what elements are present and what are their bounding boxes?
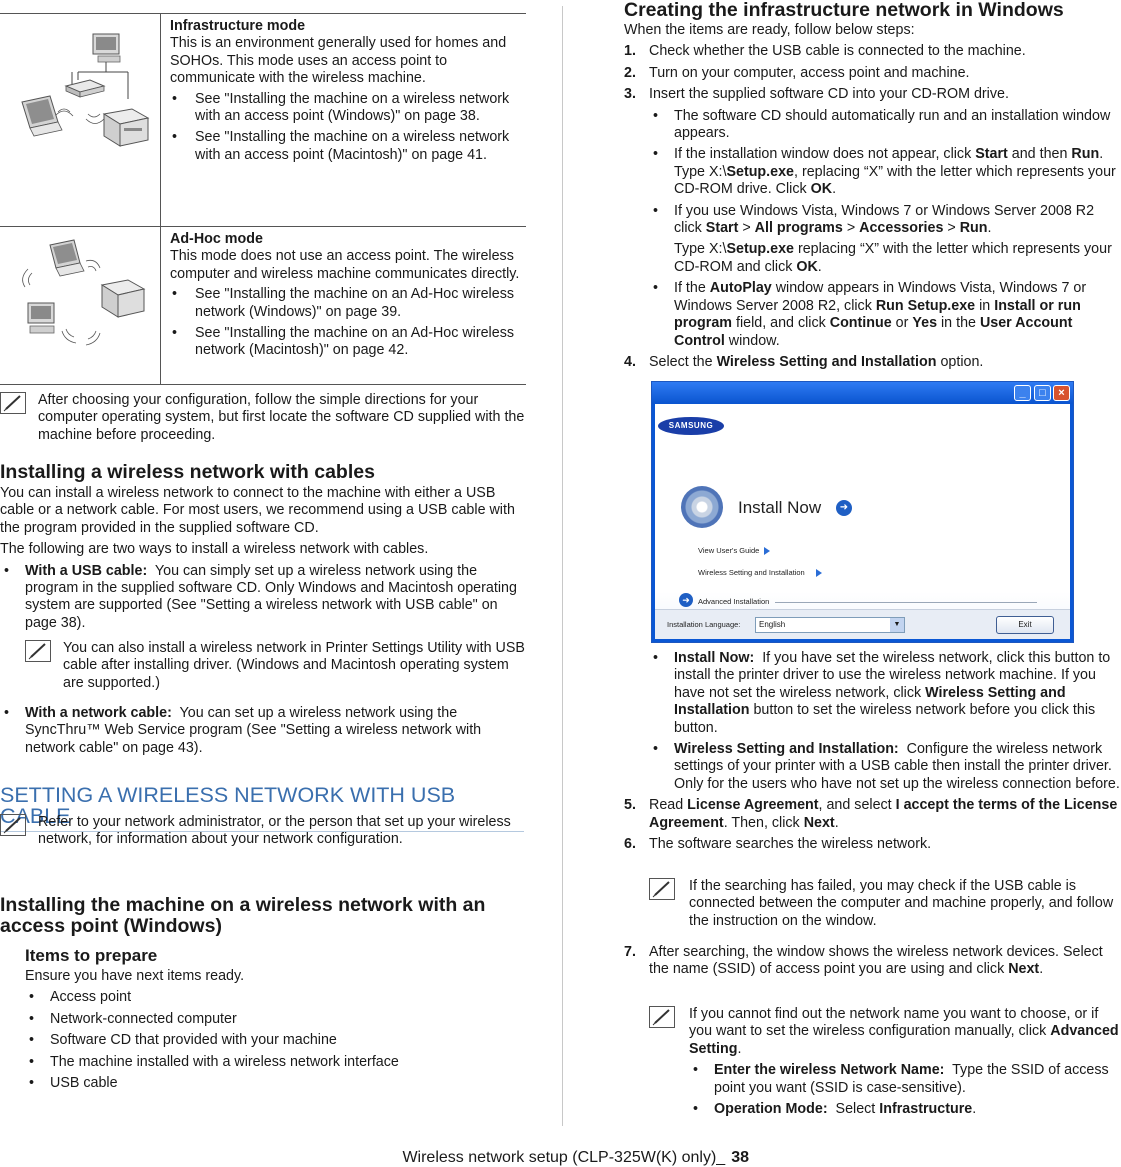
note-advanced xyxy=(649,1006,1121,1118)
items-block xyxy=(0,946,526,1092)
cd-disc-icon xyxy=(681,486,723,528)
install-now-arrow-icon[interactable]: ➜ xyxy=(836,500,852,516)
adhoc-row xyxy=(0,227,526,385)
install-ap-heading-line2: access point (Windows) xyxy=(0,915,222,937)
network-cable-label: With a network cable: xyxy=(25,705,172,721)
step-2: 2. Turn on your computer, access point and machine. xyxy=(624,64,970,81)
network-cable-item xyxy=(0,705,526,757)
infrastructure-link-macintosh: • See "Installing the machine on a wireless network with an access point (Macintosh)" on page 41. xyxy=(170,129,526,164)
install-ap-section xyxy=(0,895,526,1092)
adhoc-title: Ad-Hoc mode xyxy=(170,231,263,247)
note-pencil-icon xyxy=(649,1006,675,1028)
step-5: 5. Read License Agreement, and select I accept the terms of the License Agreement. Then, click Next. xyxy=(624,797,1118,831)
infrastructure-row xyxy=(0,14,526,227)
infrastructure-text xyxy=(170,14,526,164)
adhoc-desc: This mode does not use an access point. The wireless computer and wireless machine communicates directly. xyxy=(170,248,520,282)
cables-p2: The following are two ways to install a wireless network with cables. xyxy=(0,541,429,558)
step-4-option: Wireless Setting and Installation xyxy=(716,353,937,370)
step-6: 6. The software searches the wireless network. xyxy=(624,836,932,853)
note-pencil-icon xyxy=(649,878,675,900)
adhoc-illustration xyxy=(0,227,161,384)
network-cable-section xyxy=(0,705,526,757)
cables-section xyxy=(0,462,526,632)
note-pencil-icon xyxy=(0,392,26,414)
chevron-down-icon: ▼ xyxy=(890,618,904,632)
view-guide-arrow-icon xyxy=(764,547,770,555)
right-column-top xyxy=(624,0,1121,371)
usb-cable-text: You can simply set up a wireless network using the program in the supplied software CD. Only Windows and Macintosh operating system are supported (See "Setting a wireless network with USB cable" on page 38). xyxy=(25,562,517,631)
installation-language-select[interactable]: English ▼ xyxy=(755,617,905,633)
step-3-text: Insert the supplied software CD into your CD-ROM drive. xyxy=(649,86,1009,103)
install-options xyxy=(624,650,1121,793)
note-pencil-icon xyxy=(0,814,26,836)
wireless-setting-item: • Wireless Setting and Installation: Configure the wireless network settings of your printer with a USB cable then install the printer driver. Only for the users who have not set up the wireless connection before. xyxy=(649,741,1121,793)
infrastructure-title: Infrastructure mode xyxy=(170,18,306,34)
step-4: 4. Select the Wireless Setting and Installation option. xyxy=(624,353,984,370)
note-advanced-text: If you cannot find out the network name you want to choose, or if you want to set the wireless configuration manually, click Advanced Setting. • Enter the wireless Network Name: Type the SSID of access point you want (SSID is case-sensitive). • Operation Mode: Select Infrastructure. xyxy=(689,1006,1121,1118)
enter-network-name-item: • Enter the wireless Network Name: Type the SSID of access point you want (SSID is case-sensitive). xyxy=(689,1062,1121,1097)
install-ap-heading xyxy=(0,895,526,937)
item-software-cd: • Software CD that provided with your machine xyxy=(25,1032,526,1049)
wireless-setting-link[interactable]: Wireless Setting and Installation xyxy=(698,568,805,577)
note-admin-text: Refer to your network administrator, or the person that set up your wireless network, for information about your network configuration. xyxy=(38,814,511,848)
maximize-button[interactable]: □ xyxy=(1034,385,1051,401)
advanced-installation-icon[interactable]: ➜ xyxy=(679,593,693,607)
minimize-button[interactable]: _ xyxy=(1014,385,1031,401)
wireless-setting-arrow-icon xyxy=(816,569,822,577)
note-usb-text: You can also install a wireless network in Printer Settings Utility with USB cable after installing driver. (Windows and Macintosh operating system are supported.) xyxy=(63,640,525,691)
note-admin xyxy=(0,814,526,849)
note-search-failed xyxy=(649,878,1121,930)
note-config xyxy=(0,392,526,444)
page-footer xyxy=(402,1149,749,1167)
infrastructure-desc: This is an environment generally used for homes and SOHOs. This mode uses an access point to communicate with the wireless machine. xyxy=(170,35,507,87)
adhoc-links xyxy=(170,286,526,360)
advanced-installation-link[interactable]: Advanced Installation xyxy=(698,597,770,606)
item-computer: • Network-connected computer xyxy=(25,1011,526,1028)
items-heading: Items to prepare xyxy=(25,946,158,965)
step-7: 7. After searching, the window shows the wireless network devices. Select the name (SSID) of access point you are using and click Next. xyxy=(624,944,1103,978)
adhoc-diagram-icon xyxy=(0,227,160,384)
installer-titlebar xyxy=(652,382,1073,404)
note-config-text: After choosing your configuration, follow the simple directions for your computer operating system, but first locate the software CD supplied with the machine before proceeding. xyxy=(38,392,525,443)
section-title-line2: CABLE xyxy=(0,804,71,828)
right-column-step7 xyxy=(624,944,1121,979)
close-button[interactable]: × xyxy=(1053,385,1070,401)
adhoc-text xyxy=(170,227,526,360)
cables-heading: Installing a wireless network with cables xyxy=(0,461,375,483)
installer-window-screenshot xyxy=(651,381,1074,643)
advanced-separator xyxy=(775,602,1037,603)
step-3-bullet-run: • If the installation window does not appear, click Start and then Run. Type X:\Setup.exe, replacing “X” with the letter which represents your CD-ROM drive. Click OK. xyxy=(649,146,1121,198)
right-column-install-options xyxy=(624,650,1121,853)
step-2-text: Turn on your computer, access point and machine. xyxy=(649,64,970,81)
install-ap-heading-line1: Installing the machine on a wireless network with an xyxy=(0,894,486,916)
step-1: 1. Check whether the USB cable is connected to the machine. xyxy=(624,43,1026,60)
adhoc-link-macintosh: • See "Installing the machine on an Ad-Hoc wireless network (Macintosh)" on page 42. xyxy=(170,325,526,360)
step-3-bullet-vista: • If you use Windows Vista, Windows 7 or Windows Server 2008 R2 click Start > All programs > Accessories > Run. xyxy=(649,203,1121,238)
installer-footer-bar xyxy=(655,609,1070,639)
item-machine: • The machine installed with a wireless network interface xyxy=(25,1054,526,1071)
item-usb-cable: • USB cable xyxy=(25,1075,526,1092)
step-3-vista-type: Type X:\Setup.exe replacing “X” with the letter which represents your CD-ROM and click OK. xyxy=(674,241,1112,275)
infrastructure-diagram-icon xyxy=(0,14,160,226)
infrastructure-links xyxy=(170,91,526,165)
usb-cable-item xyxy=(0,563,526,633)
items-intro: Ensure you have next items ready. xyxy=(25,968,245,984)
infrastructure-illustration xyxy=(0,14,161,226)
page-number: 38 xyxy=(731,1149,749,1166)
step-3: 3. Insert the supplied software CD into your CD-ROM drive. • The software CD should automatically run and an installation window appears. • If the installation window does not appear, click Start and then Run. Type X:\Setup.exe, replacing “X” with the letter which represents your CD-ROM drive. Click OK. • If you use Windows Vista, Windows 7 or Windows Server 2008 R2 click Start > All programs > Accessories > Run. Type X:\Setup.exe replacing “X” with the letter which represents your CD-ROM and click OK. • If the AutoPlay window appears in Windows Vista, Windows 7 or Windows Server 2008 R2, click Run Setup.exe in Install or run program field, and click Continue or Yes in the User Account Control window. xyxy=(624,86,1121,350)
network-cable-text: You can set up a wireless network using the SyncThru™ Web Service program (See "Setting a wireless network with network cable" on page 43). xyxy=(25,705,482,756)
section-title-line1: SETTING A WIRELESS NETWORK WITH USB xyxy=(0,783,456,807)
steps-intro: When the items are ready, follow below steps: xyxy=(624,22,915,38)
usb-cable-label: With a USB cable: xyxy=(25,562,148,579)
note-search-failed-text: If the searching has failed, you may check if the USB cable is connected between the computer and machine properly, and follow the instruction on the window. xyxy=(689,878,1114,929)
install-now-item: • Install Now: If you have set the wireless network, click this button to install the printer driver to use the wireless network machine. If you have not set the wireless network, click Wireless Setting and Installation button to set the wireless network before you click this button. xyxy=(649,650,1121,737)
column-divider xyxy=(562,6,563,1126)
note-usb xyxy=(25,640,526,692)
item-access-point: • Access point xyxy=(25,989,526,1006)
exit-button[interactable]: Exit xyxy=(996,616,1054,634)
footer-text: Wireless network setup (CLP-325W(K) only)_ xyxy=(402,1149,726,1166)
operation-mode-item: • Operation Mode: Select Infrastructure. xyxy=(689,1101,1121,1118)
mode-table xyxy=(0,13,526,385)
installer-body xyxy=(655,404,1070,639)
installation-language-label: Installation Language: xyxy=(667,620,741,629)
infrastructure-link-windows: • See "Installing the machine on a wireless network with an access point (Windows)" on page 38. xyxy=(170,91,526,126)
view-users-guide-link[interactable]: View User's Guide xyxy=(698,546,760,555)
infra-network-heading: Creating the infrastructure network in Windows xyxy=(624,0,1064,21)
note-pencil-icon xyxy=(25,640,51,662)
cables-p1: You can install a wireless network to connect to the machine with either a USB cable or a network cable. For most users, we recommend using a USB cable with the program provided in the supplied software CD. xyxy=(0,485,515,536)
install-now-button[interactable]: Install Now xyxy=(738,498,822,517)
adhoc-link-windows: • See "Installing the machine on an Ad-Hoc wireless network (Windows)" on page 39. xyxy=(170,286,526,321)
step-3-bullet-autoplay: • If the AutoPlay window appears in Windows Vista, Windows 7 or Windows Server 2008 R2, click Run Setup.exe in Install or run program field, and click Continue or Yes in the User Account Control window. xyxy=(649,280,1121,350)
step-3-bullet-autorun: • The software CD should automatically run and an installation window appears. xyxy=(649,108,1121,143)
samsung-logo: SAMSUNG xyxy=(658,417,724,435)
step-1-text: Check whether the USB cable is connected to the machine. xyxy=(649,43,1026,60)
